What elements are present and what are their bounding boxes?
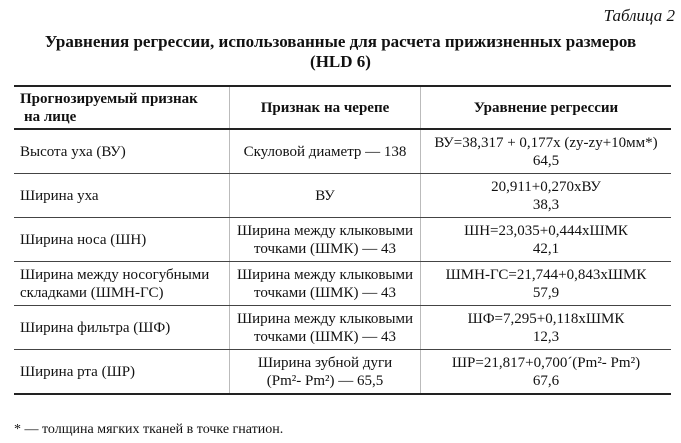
equation-result: 12,3: [532, 328, 560, 345]
skull-feature-line: ВУ: [315, 187, 335, 204]
cell-predicted-feature: Ширина уха: [14, 174, 230, 218]
header-skull-feature: Признак на черепе: [230, 86, 421, 129]
equation-line: ШФ=7,295+0,118хШМК: [467, 310, 625, 327]
header-predicted-feature-line: Прогнозируемый признак: [20, 90, 198, 107]
skull-feature-line: Ширина зубной дуги: [257, 354, 393, 371]
equation-result: 38,3: [532, 196, 560, 213]
regression-table: [14, 85, 671, 395]
cell-predicted-feature: Ширина между носогубными складками (ШМН-ГС): [14, 262, 230, 306]
skull-feature-line: Ширина между клыковыми: [236, 222, 414, 239]
table-row: [14, 129, 671, 174]
cell-predicted-feature: Высота уха (ВУ): [14, 129, 230, 174]
equation-line: ВУ=38,317 + 0,177х (zy-zy+10мм*): [434, 134, 658, 151]
equation-result: 42,1: [532, 240, 560, 257]
cell-regression-equation: [421, 350, 672, 395]
skull-feature-line: точками (ШМК) — 43: [254, 328, 396, 345]
cell-regression-equation: [421, 218, 672, 262]
table-row: [14, 218, 671, 262]
header-regression-equation: Уравнение регрессии: [421, 86, 672, 129]
equation-result: 57,9: [532, 284, 560, 301]
cell-skull-feature: [230, 218, 421, 262]
equation-line: ШН=23,035+0,444хШМК: [464, 222, 628, 239]
cell-skull-feature: [230, 262, 421, 306]
table-row: [14, 350, 671, 395]
equation-result: 67,6: [532, 372, 560, 389]
skull-feature-line: Ширина между клыковыми: [236, 266, 414, 283]
equation-line: 20,911+0,270хВУ: [491, 178, 601, 195]
equation-line: ШМН-ГС=21,744+0,843хШМК: [445, 266, 647, 283]
cell-skull-feature: [230, 306, 421, 350]
table-footnote: * — толщина мягких тканей в точке гнатион.: [14, 422, 284, 437]
header-predicted-feature-line: на лице: [24, 108, 77, 125]
cell-skull-feature: [230, 174, 421, 218]
table-row: [14, 174, 671, 218]
table-caption: Таблица 2: [603, 6, 675, 25]
skull-feature-line: Скуловой диаметр — 138: [243, 143, 407, 160]
table-row: [14, 262, 671, 306]
skull-feature-line: точками (ШМК) — 43: [254, 284, 396, 301]
table-title-line: Уравнения регрессии, использованные для расчета прижизненных размеров: [44, 32, 637, 51]
cell-skull-feature: [230, 350, 421, 395]
header-predicted-feature: [14, 86, 230, 129]
equation-line: ШР=21,817+0,700´(Pm²- Pm²): [451, 354, 641, 371]
table-title-line: (HLD 6): [310, 52, 371, 71]
cell-regression-equation: [421, 306, 672, 350]
skull-feature-line: точками (ШМК) — 43: [254, 240, 396, 257]
cell-predicted-feature: Ширина носа (ШН): [14, 218, 230, 262]
equation-result: 64,5: [532, 152, 560, 169]
cell-predicted-feature: Ширина рта (ШР): [14, 350, 230, 395]
cell-regression-equation: [421, 262, 672, 306]
cell-regression-equation: [421, 129, 672, 174]
cell-predicted-feature: Ширина фильтра (ШФ): [14, 306, 230, 350]
cell-skull-feature: [230, 129, 421, 174]
table-row: [14, 306, 671, 350]
skull-feature-line: Ширина между клыковыми: [236, 310, 414, 327]
table-title: [0, 32, 681, 72]
skull-feature-line: (Pm²- Pm²) — 65,5: [266, 372, 384, 389]
table-header-row: [14, 86, 671, 129]
cell-regression-equation: [421, 174, 672, 218]
